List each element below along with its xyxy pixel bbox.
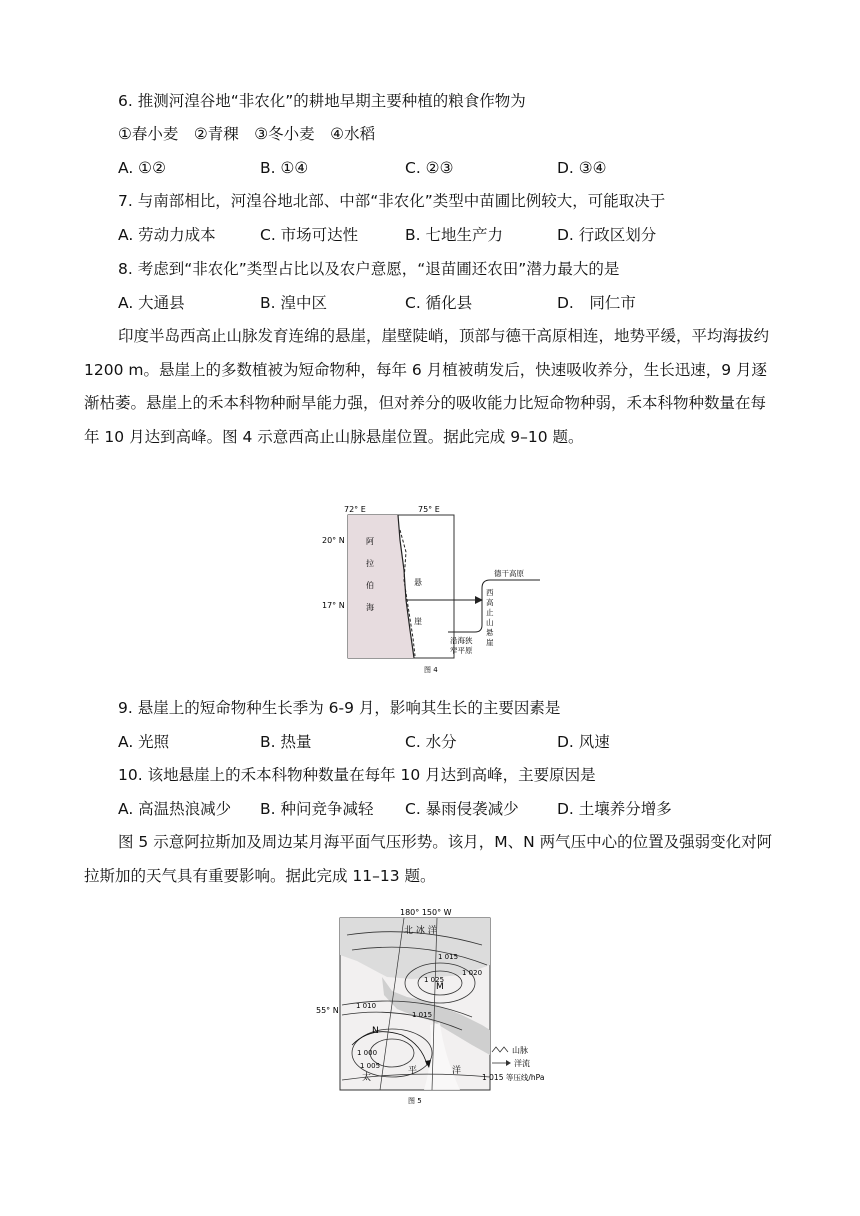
fig4-range-1: 西	[486, 588, 494, 597]
fig5-lon: 180° 150° W	[400, 908, 452, 917]
fig4-cliff-2: 崖	[414, 617, 422, 626]
fig4-cliff-1: 悬	[414, 578, 422, 587]
legend-current-arrow	[506, 1060, 511, 1066]
fig5-isobar-1: 1 015	[438, 953, 459, 961]
fig4-range-2: 高	[486, 598, 494, 607]
q9-option-a: A. 光照	[118, 733, 170, 751]
q10-stem: 10. 该地悬崖上的禾本科物种数量在每年 10 月达到高峰，主要原因是	[118, 766, 596, 784]
fig4-sea-1: 阿	[366, 537, 374, 546]
fig4-lat1: 20° N	[322, 536, 345, 545]
fig5-ocean-s2: 平	[408, 1066, 418, 1076]
fig5-lat: 55° N	[316, 1006, 339, 1015]
q9-option-c: C. 水分	[405, 733, 457, 751]
q8-stem: 8. 考虑到“非农化”类型占比以及农户意愿，“退苗圃还农田”潜力最大的是	[118, 260, 620, 278]
passage-west-ghats	[84, 320, 778, 454]
q10-option-c: C. 暴雨侵袭减少	[405, 800, 519, 818]
cliff-profile	[448, 580, 540, 632]
fig4-lon2: 75° E	[418, 505, 440, 514]
fig4-lat2: 17° N	[322, 601, 345, 610]
fig4-range-5: 悬	[486, 628, 494, 637]
fig4-range-3: 止	[486, 608, 494, 617]
fig4-sea-4: 海	[366, 603, 374, 612]
q6-stem: 6. 推测河湟谷地“非农化”的耕地早期主要种植的粮食作物为	[118, 92, 526, 110]
fig5-isobar-2: 1 025	[424, 976, 445, 984]
fig4-lon1: 72° E	[344, 505, 366, 514]
passage-alaska	[84, 826, 778, 893]
figure-4	[320, 500, 550, 680]
fig5-isobar-4: 1 010	[356, 1002, 377, 1010]
fig5-isobar-6: 1 000	[357, 1049, 378, 1057]
passage-west-ghats-text: 印度半岛西高止山脉发育连绵的悬崖，崖壁陡峭，顶部与德干高原相连，地势平缓，平均海拔约 1200 m。悬崖上的多数植被为短命物种，每年 6 月植被萌发后，快速吸收养分，生长迅速，9 月逐渐枯萎。悬崖上的禾本科物种耐旱能力强，但对养分的吸收能力比短命物种弱，禾本科物种数量在每年 10 月达到高峰。图 4 示意西高止山脉悬崖位置。据此完成 9–10 题。	[84, 327, 770, 446]
fig5-ocean-s3: 洋	[452, 1066, 462, 1076]
fig4-caption: 图 4	[424, 666, 438, 674]
q6-option-c: C. ②③	[405, 159, 454, 177]
fig5-isobar-3: 1 020	[462, 969, 483, 977]
q7-option-b: B. 七地生产力	[405, 226, 503, 244]
fig5-isobar-5: 1 015	[412, 1011, 433, 1019]
q7-option-c: C. 市场可达性	[260, 226, 359, 244]
fig4-sea-3: 伯	[366, 581, 374, 590]
q7-stem: 7. 与南部相比，河湟谷地北部、中部“非农化”类型中苗圃比例较大，可能取决于	[118, 192, 666, 210]
q10-option-b: B. 种问竞争减轻	[260, 800, 374, 818]
fig4-plateau: 德干高原	[494, 569, 524, 578]
q6-option-b: B. ①④	[260, 159, 309, 177]
q8-option-b: B. 湟中区	[260, 294, 327, 312]
q9-stem: 9. 悬崖上的短命物种生长季为 6-9 月，影响其生长的主要因素是	[118, 699, 561, 717]
fig4-plain-2: 窄平原	[450, 646, 473, 655]
q8-option-c: C. 循化县	[405, 294, 473, 312]
q10-option-d: D. 土壤养分增多	[557, 800, 672, 818]
fig5-caption: 图 5	[408, 1097, 422, 1105]
figure-5-map	[312, 905, 562, 1105]
fig5-legend-isobar: 1 015 等压线/hPa	[482, 1073, 545, 1082]
fig5-ocean-s1: 太	[362, 1073, 372, 1083]
q7-option-a: A. 劳动力成本	[118, 226, 216, 244]
q8-option-a: A. 大通县	[118, 294, 185, 312]
fig4-range-4: 山	[486, 618, 494, 627]
q10-option-a: A. 高温热浪减少	[118, 800, 232, 818]
fig5-n: N	[372, 1026, 379, 1036]
figure-5	[312, 905, 562, 1105]
figure-4-map	[320, 500, 550, 680]
fig5-ocean-n: 北 冰 洋	[404, 926, 437, 936]
fig5-m: M	[436, 982, 444, 992]
fig5-isobar-7: 1 005	[360, 1062, 381, 1070]
q6-option-a: A. ①②	[118, 159, 166, 177]
fig5-legend-mountain: 山脉	[512, 1046, 528, 1055]
fig4-range-6: 崖	[486, 638, 494, 647]
fig5-legend-current: 洋流	[514, 1059, 530, 1068]
legend-mountain-icon	[492, 1047, 508, 1052]
q9-option-b: B. 热量	[260, 733, 312, 751]
q6-option-d: D. ③④	[557, 159, 607, 177]
fig4-sea-2: 拉	[366, 559, 374, 568]
q9-option-d: D. 风速	[557, 733, 610, 751]
q6-items: ①春小麦 ②青稞 ③冬小麦 ④水稻	[118, 125, 376, 143]
fig4-plain-1: 沿海狭	[450, 636, 473, 645]
passage-alaska-text: 图 5 示意阿拉斯加及周边某月海平面气压形势。该月，M、N 两气压中心的位置及强弱变化对阿拉斯加的天气具有重要影响。据此完成 11–13 题。	[84, 833, 773, 885]
q8-option-d: D. 同仁市	[557, 294, 636, 312]
q7-option-d: D. 行政区划分	[557, 226, 657, 244]
